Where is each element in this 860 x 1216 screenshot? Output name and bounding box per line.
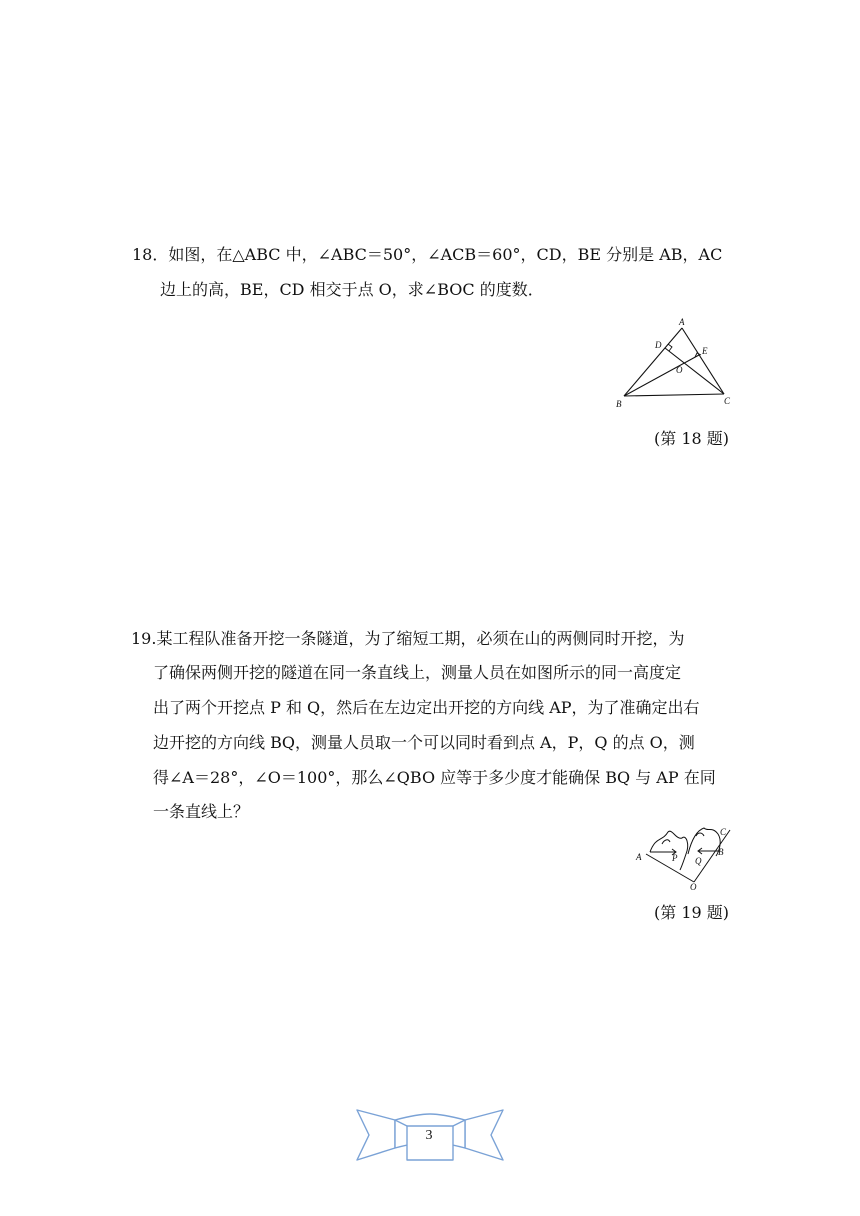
q18-line-2: 边上的高，BE，CD 相交于点 O，求∠BOC 的度数． <box>160 280 544 299</box>
q19-line-4: 边开挖的方向线 BQ，测量人员取一个可以同时看到点 A，P，Q 的点 O，测 <box>153 733 695 752</box>
q19-label-P: P <box>672 853 678 863</box>
q19-label-C: C <box>720 827 727 837</box>
q19-label-O: O <box>690 882 697 892</box>
q18-triangle-figure <box>612 314 738 412</box>
q18-caption: (第 18 题) <box>654 429 730 448</box>
q19-line-3: 出了两个开挖点 P 和 Q，然后在左边定出开挖的方向线 AP，为了准确定出右 <box>153 698 700 717</box>
q19-line-5: 得∠A＝28°，∠O＝100°，那么∠QBO 应等于多少度才能确保 BQ 与 AP 在同 <box>153 768 716 787</box>
q19-line-1: 19.某工程队准备开挖一条隧道，为了缩短工期，必须在山的两侧同时开挖，为 <box>131 629 685 648</box>
q19-tunnel-figure <box>632 824 742 892</box>
q18-label-B: B <box>616 399 622 409</box>
q18-label-C: C <box>724 396 731 406</box>
q18-label-A: A <box>679 317 685 327</box>
q19-label-Q: Q <box>695 856 702 866</box>
q18-label-D: D <box>655 340 662 350</box>
q19-line-6: 一条直线上？ <box>153 802 250 821</box>
q18-line-1: 18．如图，在△ABC 中，∠ABC＝50°，∠ACB＝60°，CD，BE 分别是 AB，AC <box>132 245 723 264</box>
q18-label-E: E <box>702 346 708 356</box>
q19-caption: (第 19 题) <box>654 903 730 922</box>
page-number: 3 <box>425 1128 433 1143</box>
q19-label-B: B <box>718 847 724 857</box>
q19-label-A: A <box>636 852 642 862</box>
q19-line-2: 了确保两侧开挖的隧道在同一条直线上，测量人员在如图所示的同一高度定 <box>153 663 682 682</box>
q18-label-O: O <box>676 365 683 375</box>
